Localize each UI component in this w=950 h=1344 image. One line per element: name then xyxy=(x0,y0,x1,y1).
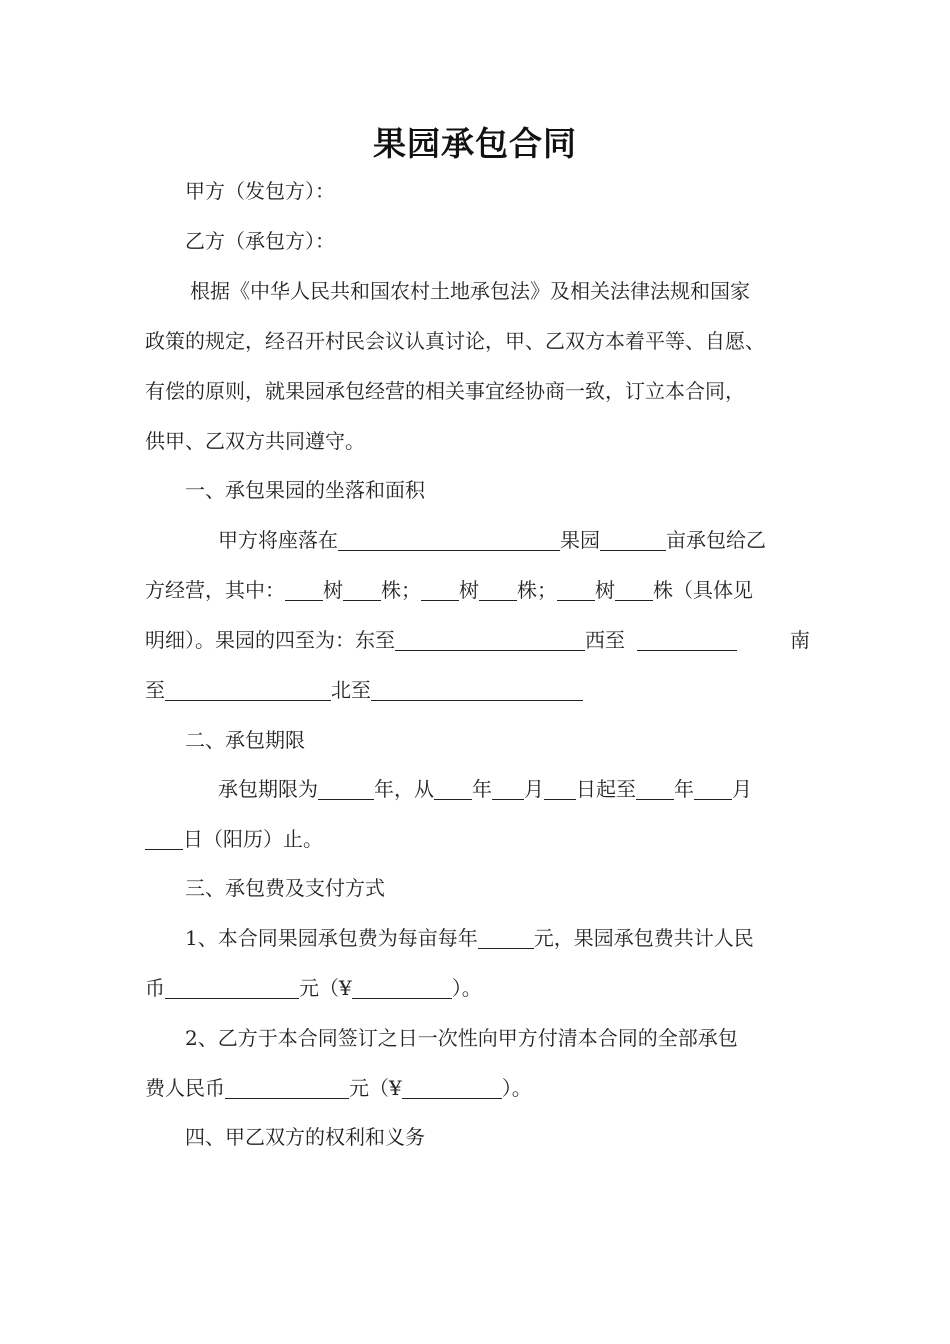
year-label-2: 年 xyxy=(674,777,694,801)
plant-label-3: 株（具体见 xyxy=(653,578,753,602)
close-text-1: ）。 xyxy=(451,976,482,1000)
tree-intro-text: 方经营，其中： xyxy=(145,578,285,602)
plant-label-2: 株； xyxy=(517,578,557,602)
tree-type-blank-3[interactable] xyxy=(557,578,595,601)
fee-clause-2: 2、乙方于本合同签订之日一次性向甲方付清本合同的全部承包 xyxy=(185,1026,738,1050)
document-title: 果园承包合同 xyxy=(373,124,577,163)
tree-count-blank-1[interactable] xyxy=(343,578,381,601)
boundary-line xyxy=(145,626,810,654)
term-years-blank[interactable] xyxy=(318,777,374,800)
term-end-text: 日（阳历）止。 xyxy=(183,827,323,851)
end-day-blank[interactable] xyxy=(145,827,183,850)
fee-clause-1 xyxy=(185,924,850,952)
party-a-line: 甲方（发包方）： xyxy=(185,179,335,203)
boundary-line-2 xyxy=(145,676,810,704)
yuan-text-1: 元（¥ xyxy=(299,976,352,1000)
fee-total-blank[interactable] xyxy=(165,976,299,999)
south-blank[interactable] xyxy=(165,678,331,701)
term-from-text: 年，从 xyxy=(374,777,434,801)
intro-line-1: 根据《中华人民共和国农村土地承包法》及相关法律法规和国家 xyxy=(190,279,750,303)
tree-line xyxy=(145,576,810,604)
start-month-blank[interactable] xyxy=(492,777,524,800)
party-b-line: 乙方（承包方）： xyxy=(185,229,335,253)
tree-label-3: 树 xyxy=(595,578,615,602)
north-blank[interactable] xyxy=(371,678,583,701)
location-line xyxy=(218,526,883,554)
section-2-heading: 二、承包期限 xyxy=(185,728,305,752)
tree-type-blank-2[interactable] xyxy=(421,578,459,601)
tree-label-1: 树 xyxy=(323,578,343,602)
end-year-blank[interactable] xyxy=(636,777,674,800)
east-blank[interactable] xyxy=(395,628,585,651)
intro-line-2: 政策的规定，经召开村民会议认真讨论，甲、乙双方本着平等、自愿、 xyxy=(145,329,765,353)
intro-line-4: 供甲、乙双方共同遵守。 xyxy=(145,429,365,453)
intro-line-3: 有偿的原则，就果园承包经营的相关事宜经协商一致，订立本合同， xyxy=(145,379,745,403)
tree-label-2: 树 xyxy=(459,578,479,602)
section-1-heading: 一、承包果园的坐落和面积 xyxy=(185,478,425,502)
section-4-heading: 四、甲乙双方的权利和义务 xyxy=(185,1125,425,1149)
south-text-2: 至 xyxy=(145,678,165,702)
fee-per-mu-blank[interactable] xyxy=(478,926,534,949)
month-label-2: 月 xyxy=(732,777,752,801)
year-label-1: 年 xyxy=(472,777,492,801)
term-text: 承包期限为 xyxy=(218,777,318,801)
currency-text: 币 xyxy=(145,976,165,1000)
fee-2-text: 费人民币 xyxy=(145,1076,225,1100)
start-year-blank[interactable] xyxy=(434,777,472,800)
orchard-text: 果园 xyxy=(560,528,600,552)
end-month-blank[interactable] xyxy=(694,777,732,800)
start-day-blank[interactable] xyxy=(544,777,576,800)
until-text: 日起至 xyxy=(576,777,636,801)
fee-2-amount-blank[interactable] xyxy=(225,1076,349,1099)
location-text: 甲方将座落在 xyxy=(218,528,338,552)
yuan-text-2: 元（¥ xyxy=(349,1076,402,1100)
north-text: 北至 xyxy=(331,678,371,702)
term-line xyxy=(218,775,883,803)
location-blank[interactable] xyxy=(338,528,560,551)
west-blank[interactable] xyxy=(637,628,737,651)
area-blank[interactable] xyxy=(600,528,666,551)
close-text-2: ）。 xyxy=(501,1076,532,1100)
fee-2-number-blank[interactable] xyxy=(402,1076,502,1099)
east-text: 明细）。果园的四至为：东至 xyxy=(145,628,395,652)
section-3-heading: 三、承包费及支付方式 xyxy=(185,876,385,900)
fee-1-text: 1、本合同果园承包费为每亩每年 xyxy=(185,926,478,950)
south-text-1: 南 xyxy=(790,628,810,652)
fee-clause-2-cont xyxy=(145,1074,810,1102)
west-text: 西至 xyxy=(585,628,625,652)
fee-total-number-blank[interactable] xyxy=(352,976,452,999)
fee-1-total-text: 元，果园承包费共计人民 xyxy=(533,926,754,950)
plant-label-1: 株； xyxy=(381,578,421,602)
tree-count-blank-2[interactable] xyxy=(479,578,517,601)
fee-clause-1-cont xyxy=(145,974,810,1002)
tree-type-blank-1[interactable] xyxy=(285,578,323,601)
tree-count-blank-3[interactable] xyxy=(615,578,653,601)
term-line-2 xyxy=(145,825,810,853)
area-text: 亩承包给乙 xyxy=(666,528,766,552)
month-label-1: 月 xyxy=(524,777,544,801)
